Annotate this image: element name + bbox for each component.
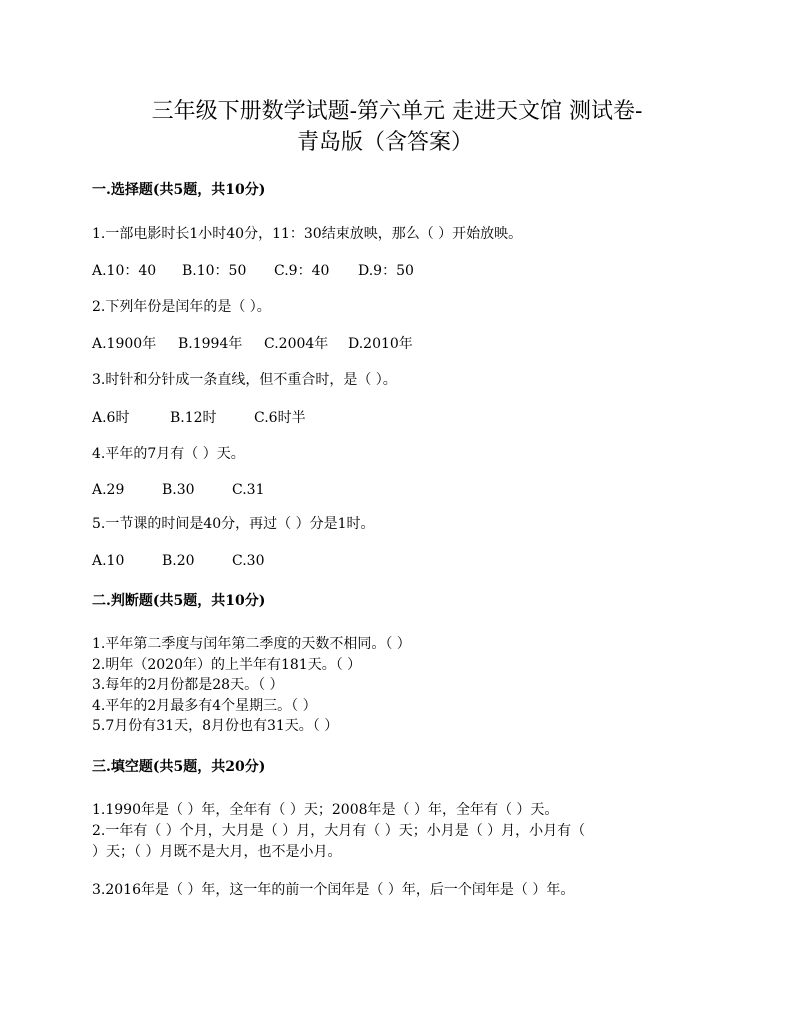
judgement-item-3: 3.每年的2月份都是28天。（ ） [92,677,284,693]
fill-item-3: 3.2016年是（ ）年，这一年的前一个闰年是（ ）年，后一个闰年是（ ）年。 [92,882,575,898]
judgement-item-5: 5.7月份有31天，8月份也有31天。（ ） [92,718,339,734]
judgement-item-4: 4.平年的2月最多有4个星期三。（ ） [92,698,317,714]
page-title-line-1: 三年级下册数学试题-第六单元 走进天文馆 测试卷- [151,99,643,124]
fill-item-1: 1.1990年是（ ）年，全年有（ ）天；2008年是（ ）年，全年有（ ）天。 [92,802,559,818]
choice-options-5 [92,551,264,571]
choice-option: B.1994年 [178,336,243,352]
choice-option: C.31 [232,482,265,498]
choice-question-2: 2.下列年份是闰年的是（ ）。 [92,299,271,315]
choice-option: B.12时 [170,410,217,426]
choice-options-3 [92,408,306,428]
fill-item-2: 2.一年有（ ）个月，大月是（ ）月，大月有（ ）天；小月是（ ）月，小月有（ [92,823,586,839]
choice-option: C.9：40 [274,263,330,279]
choice-options-1 [92,261,414,281]
choice-option: B.20 [162,553,195,569]
choice-options-4 [92,480,264,500]
choice-option: C.6时半 [254,410,306,426]
fill-item-2-continued: ）天；（ ）月既不是大月，也不是小月。 [92,844,342,860]
choice-option: A.10 [92,553,125,569]
section-heading-judgement: 二.判断题(共5题，共10分) [92,593,266,609]
choice-option: A.10：40 [92,263,157,279]
choice-option: C.30 [232,553,265,569]
choice-question-5: 5.一节课的时间是40分，再过（ ）分是1时。 [92,516,375,532]
choice-option: A.1900年 [92,336,157,352]
judgement-item-1: 1.平年第二季度与闰年第二季度的天数不相同。（ ） [92,636,411,652]
choice-option: A.6时 [92,410,130,426]
choice-option: D.2010年 [348,336,413,352]
choice-question-3: 3.时针和分针成一条直线，但不重合时，是（ ）。 [92,372,397,388]
choice-question-4: 4.平年的7月有（ ）天。 [92,446,245,462]
choice-options-2 [92,334,413,354]
section-heading-choice: 一.选择题(共5题，共10分) [92,182,266,198]
choice-option: B.10：50 [182,263,247,279]
choice-option: B.30 [162,482,195,498]
judgement-item-2: 2.明年（2020年）的上半年有181天。（ ） [92,657,362,673]
section-heading-fill: 三.填空题(共5题，共20分) [92,759,266,775]
choice-option: D.9：50 [358,263,414,279]
choice-question-1: 1.一部电影时长1小时40分，11：30结束放映，那么（ ）开始放映。 [92,226,523,242]
choice-option: A.29 [92,482,125,498]
page-title-line-2: 青岛版（含答案） [296,130,473,155]
choice-option: C.2004年 [264,336,329,352]
